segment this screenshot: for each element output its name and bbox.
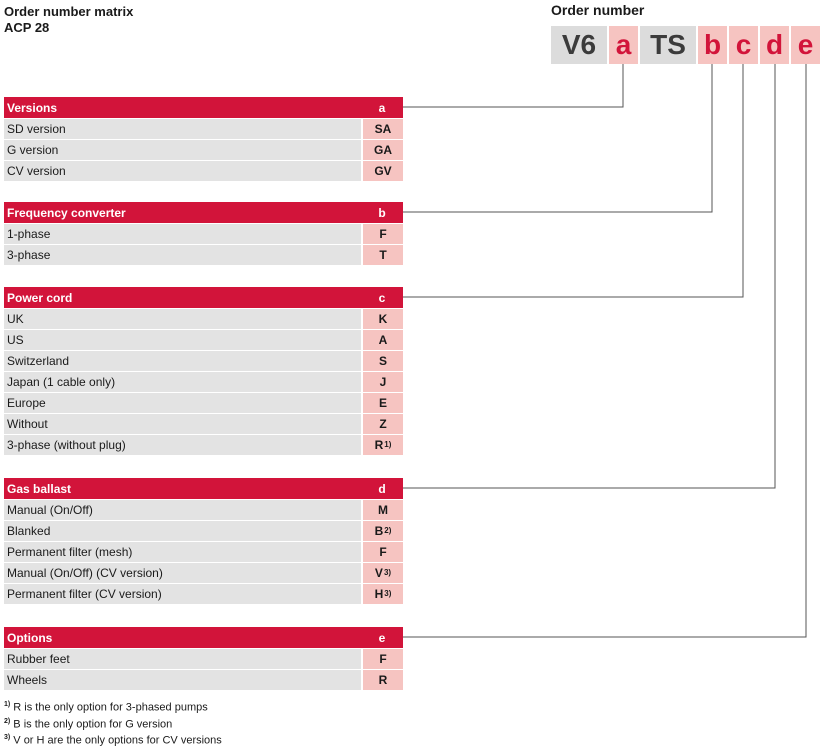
row-code: S (363, 351, 403, 371)
row-label: Manual (On/Off) (4, 500, 361, 520)
connector-line-c (403, 64, 743, 297)
table-row (4, 245, 403, 265)
row-code: GA (363, 140, 403, 160)
table-row (4, 140, 403, 160)
section-gas-ballast (4, 478, 403, 604)
footnote-mark: 2) (4, 717, 11, 725)
row-label: Switzerland (4, 351, 361, 371)
row-label: 3-phase (4, 245, 361, 265)
section-frequency-converter (4, 202, 403, 265)
row-code: H $^{3)}$ (363, 584, 403, 604)
row-code: R $^{1)}$ (363, 435, 403, 455)
table-row (4, 372, 403, 392)
footnote-mark: 1) (4, 701, 11, 708)
footnote-item (4, 731, 222, 748)
section-title: Gas ballast (7, 481, 72, 496)
row-label: Europe (4, 393, 361, 413)
table-row (4, 414, 403, 434)
row-code: F (363, 649, 403, 669)
row-code: E (363, 393, 403, 413)
row-code: A (363, 330, 403, 350)
row-code: T (363, 245, 403, 265)
footnote-item (4, 715, 222, 732)
order-number-label: Order number (551, 2, 645, 18)
connector-line-b (403, 64, 712, 212)
row-code: GV (363, 161, 403, 181)
row-label: UK (4, 309, 361, 329)
table-row (4, 500, 403, 520)
order-segment-b: b (698, 26, 727, 64)
row-code: F (363, 542, 403, 562)
section-title: Power cord (7, 290, 73, 305)
footnote-item (4, 698, 222, 715)
table-row (4, 563, 403, 583)
section-header (4, 627, 403, 648)
section-title: Versions (7, 100, 58, 115)
row-code: V $^{3)}$ (363, 563, 403, 583)
section-title: Options (7, 630, 53, 645)
row-label: Permanent filter (CV version) (4, 584, 361, 604)
row-label: 3-phase (without plug) (4, 435, 361, 455)
section-title: Frequency converter (7, 205, 126, 220)
connector-line-d (403, 64, 775, 488)
table-row (4, 161, 403, 181)
title-line-1: Order number matrix (4, 4, 134, 19)
section-letter: d (378, 481, 386, 496)
order-segment-v6: V6 (551, 26, 607, 64)
row-code: Z (363, 414, 403, 434)
footnote-ref: 3) (383, 567, 392, 577)
connector-line-a (403, 64, 623, 107)
row-label: 1-phase (4, 224, 361, 244)
row-label: G version (4, 140, 361, 160)
footnotes (4, 698, 222, 748)
row-code: J (363, 372, 403, 392)
table-row (4, 521, 403, 541)
row-label: CV version (4, 161, 361, 181)
section-letter: b (378, 205, 386, 220)
section-header (4, 287, 403, 308)
row-label: Manual (On/Off) (CV version) (4, 563, 361, 583)
section-letter: c (378, 290, 386, 305)
row-label: Blanked (4, 521, 361, 541)
section-letter: e (378, 630, 386, 645)
table-row (4, 393, 403, 413)
row-code: R (363, 670, 403, 690)
footnote-text: V or H are the only options for CV versions (13, 734, 222, 747)
row-label: Japan (1 cable only) (4, 372, 361, 392)
table-row (4, 584, 403, 604)
footnote-mark: 3) (4, 734, 11, 742)
row-label: Rubber feet (4, 649, 361, 669)
order-segment-d: d (760, 26, 789, 64)
section-letter: a (378, 100, 386, 115)
table-row (4, 351, 403, 371)
footnote-text: R is the only option for 3-phased pumps (13, 701, 208, 714)
section-header (4, 97, 403, 118)
table-row (4, 435, 403, 455)
table-row (4, 649, 403, 669)
footnote-ref: 3) (384, 588, 392, 598)
row-label: Permanent filter (mesh) (4, 542, 361, 562)
table-row (4, 330, 403, 350)
footnote-ref: 1) (384, 439, 392, 449)
row-code: M (363, 500, 403, 520)
title-line-2: ACP 28 (4, 20, 50, 35)
order-segment-ts: TS (640, 26, 696, 64)
connector-line-e (403, 64, 806, 637)
table-row (4, 119, 403, 139)
footnote-text: B is the only option for G version (13, 718, 173, 731)
table-row (4, 542, 403, 562)
table-row (4, 309, 403, 329)
order-segment-c: c (729, 26, 758, 64)
row-label: US (4, 330, 361, 350)
table-row (4, 224, 403, 244)
row-label: Wheels (4, 670, 361, 690)
order-segment-a: a (609, 26, 638, 64)
footnote-ref: 2) (384, 525, 392, 535)
section-versions (4, 97, 403, 181)
row-code: K (363, 309, 403, 329)
row-label: Without (4, 414, 361, 434)
row-code: F (363, 224, 403, 244)
section-header (4, 202, 403, 223)
row-code: B $^{2)}$ (363, 521, 403, 541)
table-row (4, 670, 403, 690)
section-header (4, 478, 403, 499)
section-power-cord (4, 287, 403, 455)
row-label: SD version (4, 119, 361, 139)
row-code: SA (363, 119, 403, 139)
section-options (4, 627, 403, 690)
order-segment-e: e (791, 26, 820, 64)
